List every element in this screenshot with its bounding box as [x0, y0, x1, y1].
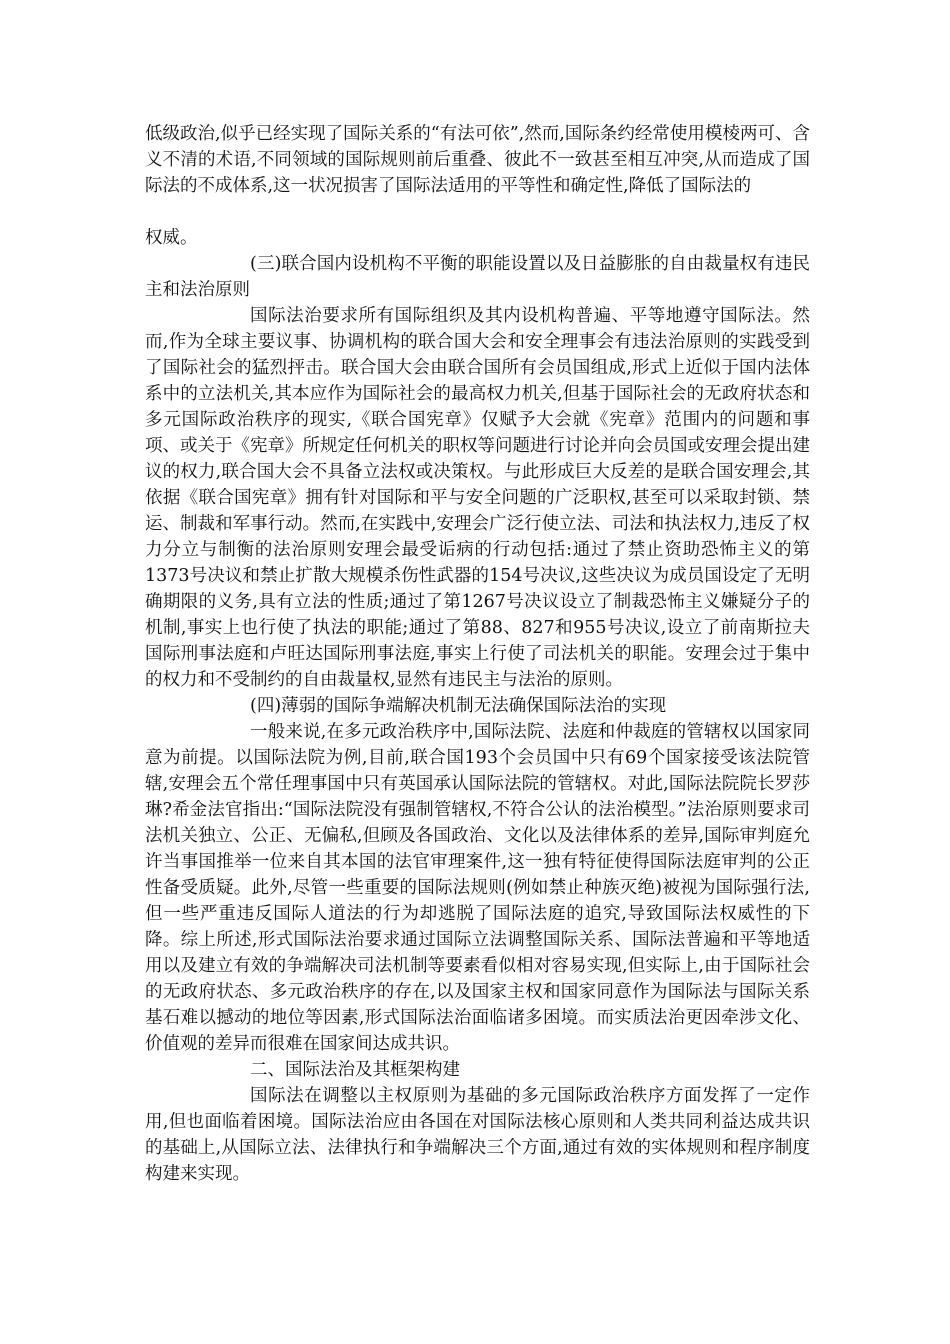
section-heading-4: (四)薄弱的国际争端解决机制无法确保国际法治的实现: [250, 696, 667, 716]
paragraph-un-organs: 国际法治要求所有国际组织及其内设机构普遍、平等地遵守国际法。然而,作为全球主要议事、协调机构的联合国大会和安全理事会有违法治原则的实践受到了国际社会的猛烈抨击。联合国大会由联合国所有会员国组成,形式上近似于国内法体系中的立法机关,其本应作为国际社会的最高权力机关,但基于国际社会的无政府状态和多元国际政治秩序的现实,《联合国宪章》仅赋予大会就《宪章》范围内的问题和事项、或关于《宪章》所规定任何机关的职权等问题进行讨论并向会员国或安理会提出建议的权力,联合国大会不具备立法权或决策权。与此形成巨大反差的是联合国安理会,其依据《联合国宪章》拥有针对国际和平与安全问题的广泛职权,甚至可以采取封锁、禁运、制裁和军事行动。然而,在实践中,安理会广泛行使立法、司法和执法权力,违反了权力分立与制衡的法治原则安理会最受诟病的行动包括:通过了禁止资助恐怖主义的第1373号决议和禁止扩散大规模杀伤性武器的154号决议,这些决议为成员国设定了无明确期限的义务,具有立法的性质;通过了第1267号决议设立了制裁恐怖主义嫌疑分子的机制,事实上也行使了执法的职能;通过了第88、827和955号决议,设立了前南斯拉夫国际刑事法庭和卢旺达国际刑事法庭,事实上行使了司法机关的职能。安理会过于集中的权力和不受制约的自由裁量权,显然有违民主与法治的原则。: [145, 306, 810, 690]
paragraph-authority: 权威。: [145, 228, 198, 248]
chapter-heading-2: 二、国际法治及其框架构建: [250, 1060, 460, 1080]
document-body: [145, 121, 810, 1187]
paragraph-gap: [145, 199, 810, 225]
paragraph-dispute-settlement: 一般来说,在多元政治秩序中,国际法院、法庭和仲裁庭的管辖权以国家同意为前提。以国际法院为例,目前,联合国193个会员国中只有69个国家接受该法院管辖,安理会五个常任理事国中只有英国承认国际法院的管辖权。对此,国际法院院长罗莎琳?希金法官指出:“国际法院没有强制管辖权,不符合公认的法治模型。”法治原则要求司法机关独立、公正、无偏私,但顾及各国政治、文化以及法律体系的差异,国际审判庭允许当事国推举一位来自其本国的法官审理案件,这一独有特征使得国际法庭审判的公正性备受质疑。此外,尽管一些重要的国际法规则(例如禁止种族灭绝)被视为国际强行法,但一些严重违反国际人道法的行为却逃脱了国际法庭的追究,导致国际法权威性的下降。综上所述,形式国际法治要求通过国际立法调整国际关系、国际法普遍和平等地适用以及建立有效的争端解决司法机制等要素看似相对容易实现,但实际上,由于国际社会的无政府状态、多元政治秩序的存在,以及国家主权和国家同意作为国际法与国际关系基石难以撼动的地位等因素,形式国际法治面临诸多困境。而实质法治更因牵涉文化、价值观的差异而很难在国家间达成共识。: [145, 722, 810, 1054]
section-heading-3: (三)联合国内设机构不平衡的职能设置以及日益膨胀的自由裁量权有违民主和法治原则: [145, 254, 810, 300]
paragraph-framework: 国际法在调整以主权原则为基础的多元国际政治秩序方面发挥了一定作用,但也面临着困境。国际法治应由各国在对国际法核心原则和人类共同利益达成共识的基础上,从国际立法、法律执行和争端解决三个方面,通过有效的实体规则和程序制度构建来实现。: [145, 1086, 810, 1184]
paragraph-continued: 低级政治,似乎已经实现了国际关系的“有法可依”,然而,国际条约经常使用模棱两可、含义不清的术语,不同领域的国际规则前后重叠、彼此不一致甚至相互冲突,从而造成了国际法的不成体系,这一状况损害了国际法适用的平等性和确定性,降低了国际法的: [145, 124, 810, 196]
